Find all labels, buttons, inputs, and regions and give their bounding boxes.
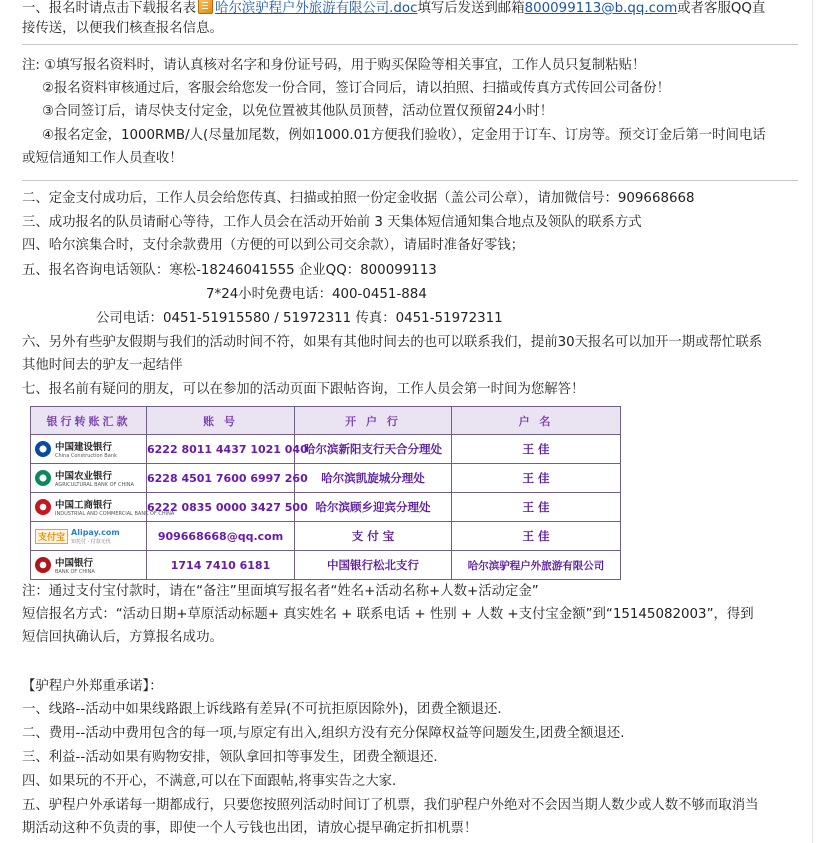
branch-name: 哈尔滨新阳支行天合分理处: [295, 435, 452, 464]
promise-3: 三、利益--活动如果有购物安排，领队拿回扣等事发生，团费全额退还.: [22, 750, 438, 765]
boc-logo: [35, 555, 95, 575]
account-number: 6222 0835 0000 3427 500: [147, 493, 295, 522]
account-number: 6228 4501 7600 6997 260: [147, 464, 295, 493]
promise-5-cont: 期活动这种不负责的事，即使一个人亏钱也出团，请放心提早确定折扣机票！: [22, 821, 478, 836]
table-header-row: [31, 407, 621, 435]
bank-logo-cell: [31, 493, 175, 522]
promise-2: 二、费用--活动中费用包含的每一项,与原定有出入,组织方没有充分保障权益等问题发生,团费全额退还.: [22, 726, 625, 741]
note-4: ④报名定金，1000RMB/人(尽量加尾数，例如1000.01方便我们验收），定金用于订车、订房等。预交订金后第一时间电话: [42, 128, 766, 143]
alipay-note: 注：通过支付宝付款时，请在“备注”里面填写报名者“姓名+活动名称+人数+活动定金”: [22, 584, 539, 599]
step-one-text: 一、报名时请点击下载报名表: [22, 1, 197, 16]
account-holder: 王 佳: [452, 435, 621, 464]
account-number: 1714 7410 6181: [147, 551, 295, 580]
bank-logo-cell: [31, 435, 147, 464]
note-4-cont: 或短信通知工作人员查收！: [22, 151, 183, 166]
alipay-logo: [35, 527, 120, 545]
account-holder: 哈尔滨驴程户外旅游有限公司: [452, 551, 621, 580]
step-one-mid-text: 填写后发送到邮箱: [417, 1, 525, 16]
table-row: [31, 435, 621, 464]
note-3: ③合同签订后，请尽快支付定金，以免位置被其他队员顶替，活动位置仅预留24小时！: [42, 104, 554, 119]
bank-name: 中国建设银行: [55, 441, 113, 453]
note-2: ②报名资料审核通过后，客服会给您发一份合同，签订合同后，请以拍照、扫描或传真方式传回公司备份！: [42, 81, 670, 96]
alipay-logo-icon: 支付宝: [35, 529, 68, 544]
icbc-logo-icon: [35, 499, 51, 515]
bank-name: 中国工商银行: [55, 499, 113, 511]
abc-logo-icon: [35, 470, 51, 486]
section-2: 二、定金支付成功后，工作人员会给您传真、扫描或拍照一份定金收据（盖公司公章），请加微信号：909668668: [22, 191, 695, 206]
promise-5: 五、驴程户外承诺每一期都成行，只要您按照列活动时间订了机票，我们驴程户外绝对不会因当期人数少或人数不够而取消当: [22, 798, 759, 813]
sms-signup-cont: 短信回执确认后，方算报名成功。: [22, 630, 223, 645]
boc-logo-icon: [35, 557, 51, 573]
promise-1: 一、线路--活动中如果线路跟上诉线路有差异(不可抗拒原因除外)，团费全额退还.: [22, 702, 502, 717]
section-5-hotline: 7*24小时免费电话：400-0451-884: [206, 287, 427, 302]
bank-logo-cell: [31, 522, 147, 551]
registration-form-link[interactable]: 哈尔滨驴程户外旅游有限公司.doc: [215, 1, 418, 16]
table-row: [31, 493, 621, 522]
header-branch: 开 户 行: [295, 407, 452, 435]
step-one-tail-text: 或者客服QQ直: [677, 1, 766, 16]
ccb-logo-icon: [35, 441, 51, 457]
promise-4: 四、如果玩的不开心，不满意,可以在下面跟帖,将事实告之大家.: [22, 774, 397, 789]
step-one-cont: 接传送，以便我们核查报名信息。: [22, 21, 223, 36]
section-5: 五、报名咨询电话领队：寒松-18246041555 企业QQ：800099113: [22, 263, 437, 278]
table-row: [31, 551, 621, 580]
doc-file-icon: [198, 0, 213, 14]
bank-name-en: Alipay.com: [71, 528, 120, 537]
table-row: [31, 522, 621, 551]
branch-name: 支 付 宝: [295, 522, 452, 551]
header-holder: 户 名: [452, 407, 621, 435]
section-3: 三、成功报名的队员请耐心等待，工作人员会在活动开始前 3 天集体短信通知集合地点及领队的联系方式: [22, 215, 642, 230]
abc-logo: [35, 468, 134, 488]
account-holder: 王 佳: [452, 464, 621, 493]
bank-name: 中国银行: [55, 557, 94, 569]
bank-name-en: AGRICULTURAL BANK OF CHINA: [55, 481, 134, 488]
note-1: 注: ①填写报名资料时，请认真核对名字和身份证号码，用于购买保险等相关事宜，工作人员只复制粘贴！: [22, 58, 646, 73]
section-5-phones: 公司电话：0451-51915580 / 51972311 传真：0451-51972311: [96, 311, 503, 326]
bank-account-table: [30, 406, 621, 580]
header-bank: 银行转账汇款: [31, 407, 147, 435]
divider: [22, 180, 798, 181]
branch-name: 中国银行松北支行: [295, 551, 452, 580]
bank-name-en: China Construction Bank: [55, 452, 117, 459]
section-6: 六、另外有些驴友假期与我们的活动时间不符，如果有其他时间去的也可以联系我们，提前30天报名可以加开一期或帮忙联系: [22, 335, 763, 350]
section-7: 七、报名前有疑问的朋友，可以在参加的活动页面下跟帖咨询，工作人员会第一时间为您解答！: [22, 382, 585, 397]
bank-name-en: INDUSTRIAL AND COMMERCIAL BANK OF CHINA: [55, 510, 175, 517]
account-number: 909668668@qq.com: [147, 522, 295, 551]
branch-name: 哈尔滨凯旋城分理处: [295, 464, 452, 493]
bank-name: 中国农业银行: [55, 470, 113, 482]
account-number: 6222 8011 4437 1021 040: [147, 435, 295, 464]
promise-heading: 【驴程户外郑重承诺】：: [22, 679, 163, 694]
bank-logo-cell: [31, 464, 147, 493]
account-holder: 王 佳: [452, 493, 621, 522]
email-link[interactable]: 800099113@b.qq.com: [524, 1, 678, 16]
branch-name: 哈尔滨顾乡迎宾分理处: [295, 493, 452, 522]
account-holder: 王 佳: [452, 522, 621, 551]
sms-signup: 短信报名方式：“活动日期+草原活动标题+ 真实姓名 + 联系电话 + 性别 + 人数 +支付宝金额”到“15145082003”，得到: [22, 607, 754, 622]
divider: [22, 44, 798, 45]
section-6-cont: 其他时间去的驴友一起结伴: [22, 358, 183, 373]
section-4: 四、哈尔滨集合时，支付余款费用（方便的可以到公司交余款），请届时准备好零钱；: [22, 238, 525, 253]
bank-logo-cell: [31, 551, 147, 580]
ccb-logo: [35, 439, 117, 459]
header-account: 账 号: [147, 407, 295, 435]
alipay-tagline: 知托付 · 付款无忧: [71, 539, 111, 545]
step-one-line: [22, 0, 765, 19]
bank-name-en: BANK OF CHINA: [55, 568, 95, 575]
table-row: [31, 464, 621, 493]
